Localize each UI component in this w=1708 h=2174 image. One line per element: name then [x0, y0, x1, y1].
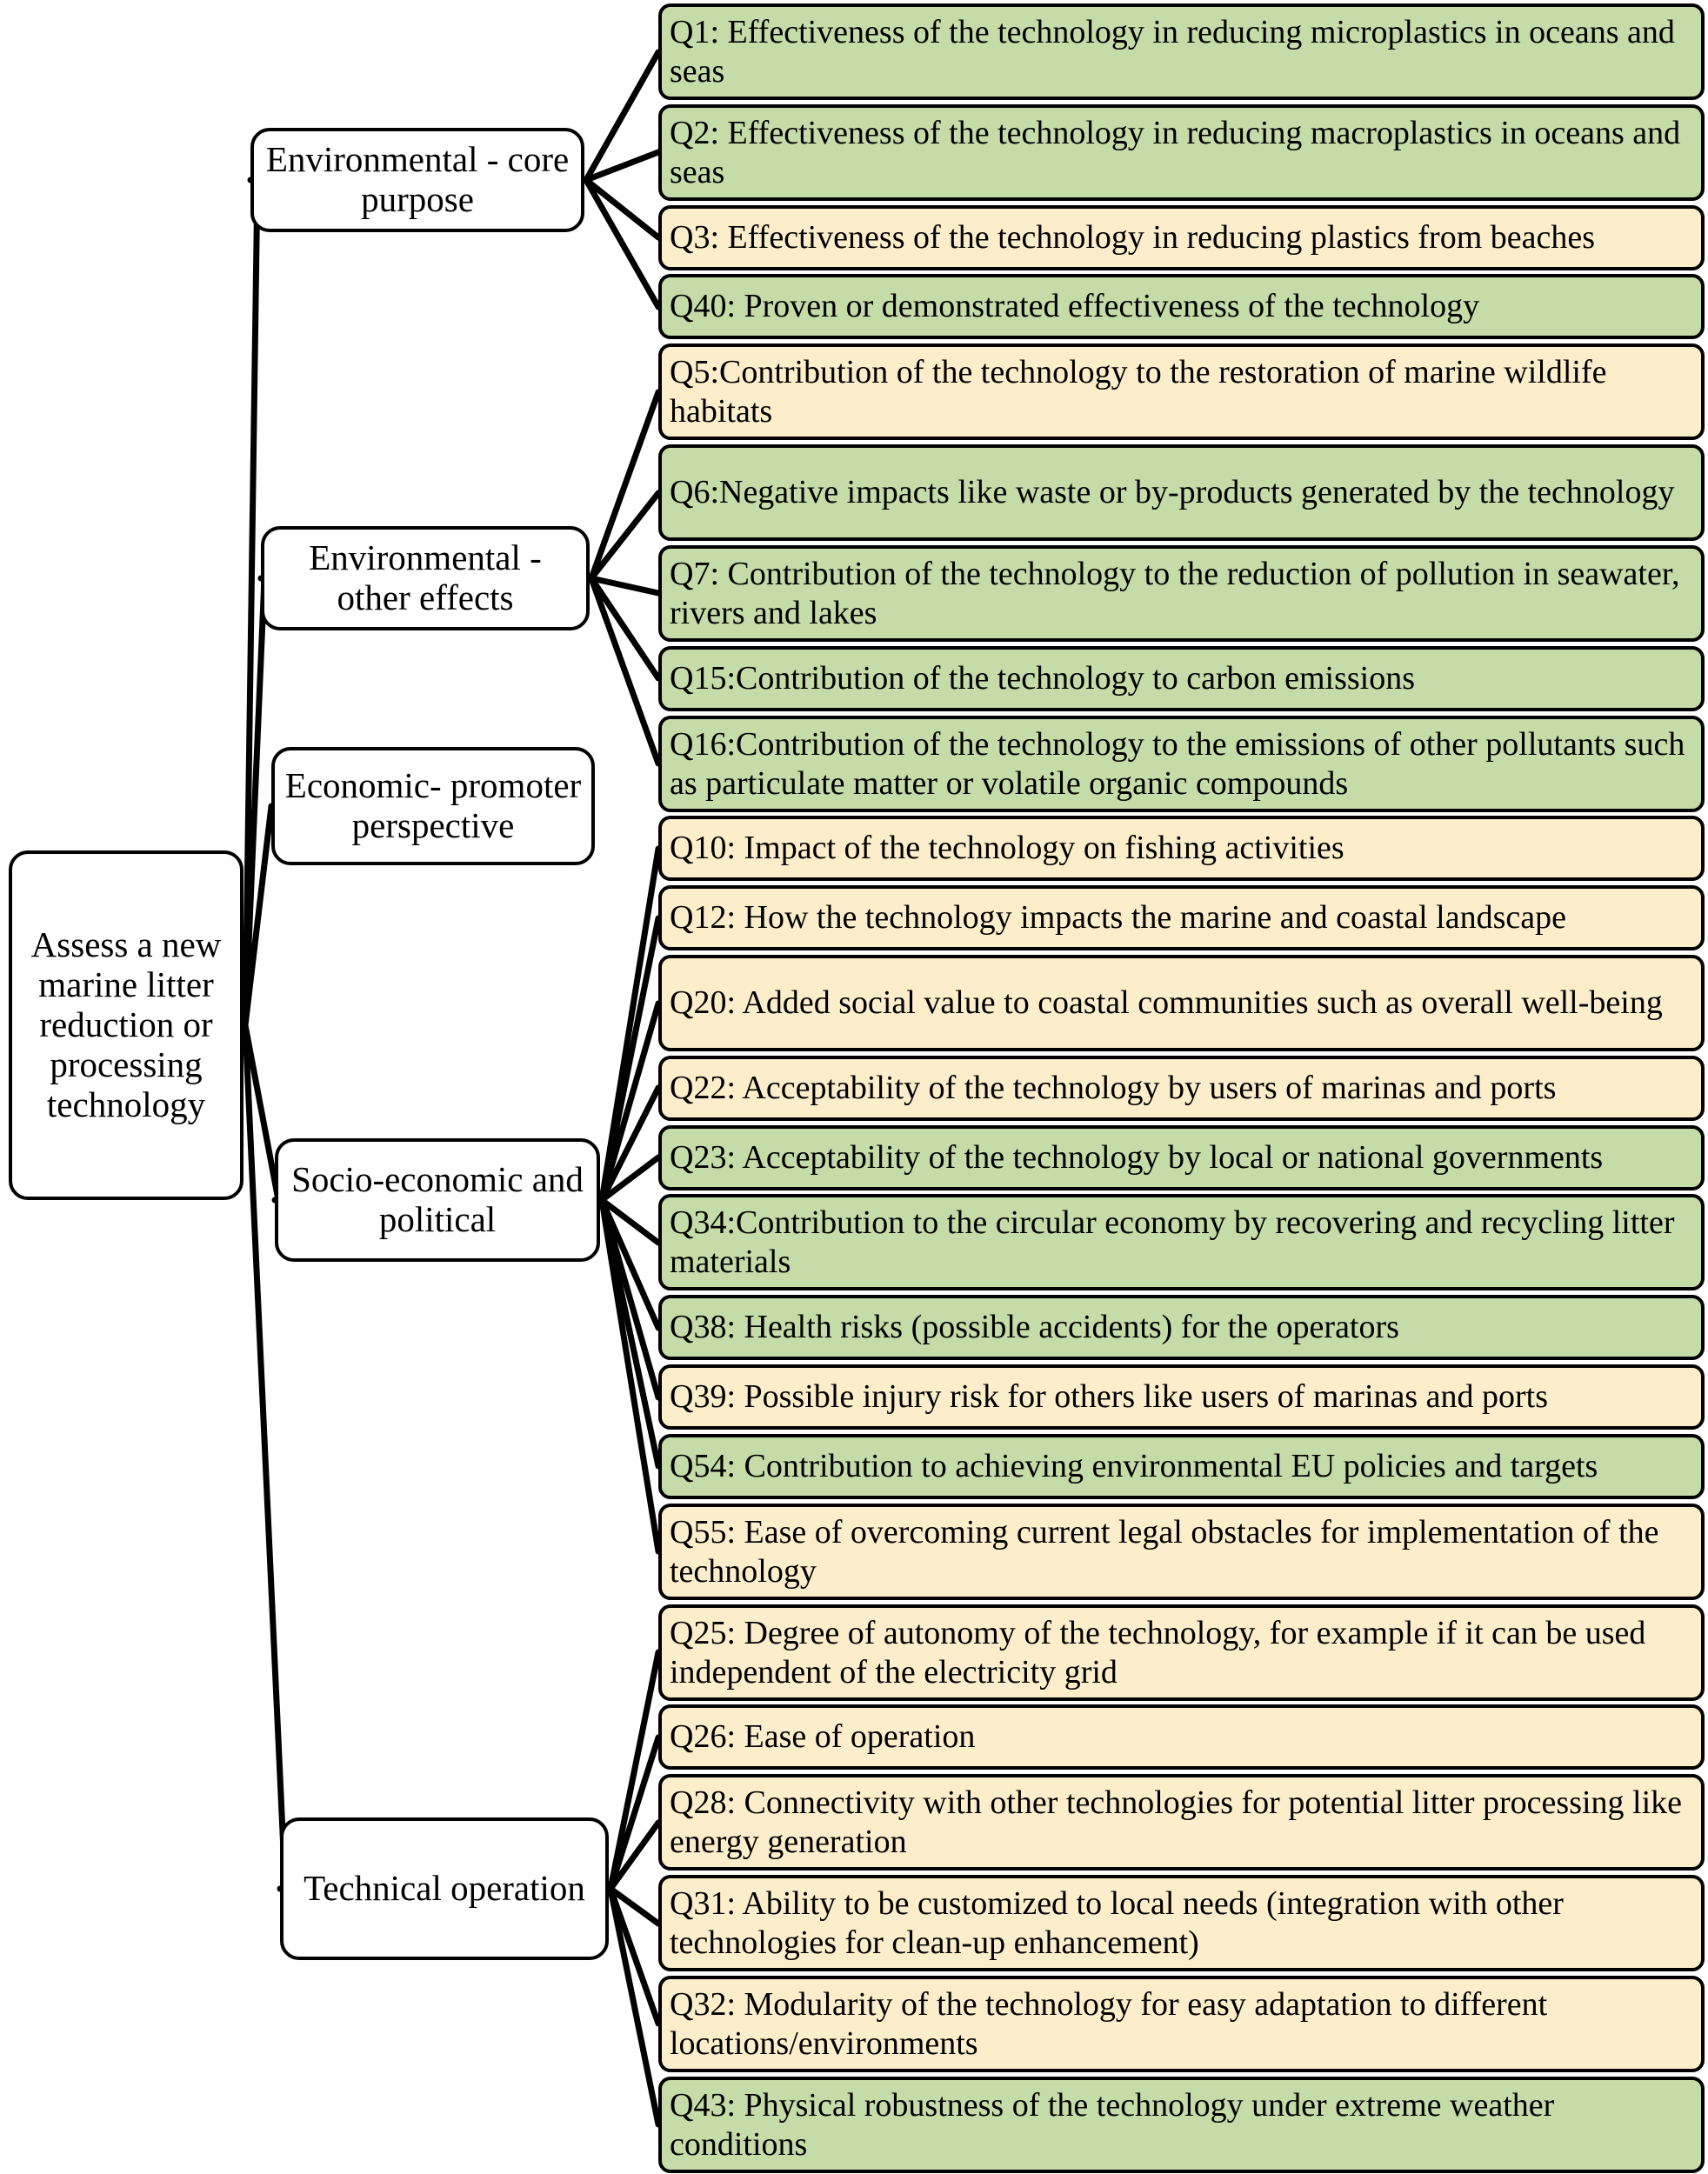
question-label-q1: Q1: Effectiveness of the technology in reducing microplastics in oceans and seas [670, 13, 1675, 90]
edge-cat4-q24 [610, 1889, 658, 2124]
edge-cat1-q7 [591, 578, 658, 678]
edge-cat0-q2 [586, 180, 658, 237]
question-box-q25[interactable] [658, 1604, 1705, 1701]
question-label-q10: Q10: Impact of the technology on fishing activities [670, 830, 1344, 867]
cat-environmental-core-purpose-label: Environmental - core purpose [265, 139, 570, 219]
edge-root-to-cat-3 [245, 1025, 278, 1200]
question-label-q22: Q22: Acceptability of the technology by users of marinas and ports [670, 1070, 1557, 1107]
edge-cat1-q6 [591, 578, 658, 593]
edge-cat0-q3 [586, 180, 658, 307]
question-box-q32[interactable] [658, 1976, 1705, 2072]
question-box-q7[interactable] [658, 545, 1705, 642]
cat-economic-promoter-perspective-label: Economic- promoter perspective [284, 765, 582, 845]
edge-cat4-q20 [610, 1737, 658, 1889]
cat-technical-operation[interactable] [280, 1817, 609, 1960]
edge-cat3-q10 [602, 918, 658, 1200]
question-label-q16: Q16:Contribution of the technology to the emissions of other pollutants such as particulate matter or volatile organic compounds [670, 725, 1685, 802]
question-box-q16[interactable] [658, 716, 1705, 812]
question-label-q15: Q15:Contribution of the technology to carbon emissions [670, 660, 1416, 697]
edge-cat3-q17 [602, 1200, 658, 1466]
question-box-q10[interactable] [658, 816, 1705, 881]
question-box-q39[interactable] [658, 1364, 1705, 1430]
question-label-q39: Q39: Possible injury risk for others like users of marinas and ports [670, 1378, 1549, 1416]
question-box-q6[interactable] [658, 444, 1705, 541]
edge-cat1-q5 [591, 493, 658, 578]
question-label-q54: Q54: Contribution to achieving environmental EU policies and targets [670, 1448, 1598, 1485]
question-box-q5[interactable] [658, 343, 1705, 440]
question-label-q31: Q31: Ability to be customized to local needs (integration with other technologies for clean-up enhancement) [670, 1884, 1564, 1961]
question-box-q22[interactable] [658, 1056, 1705, 1121]
edge-cat4-q22 [610, 1889, 658, 1924]
edge-cat4-q21 [610, 1823, 658, 1889]
question-box-q43[interactable] [658, 2077, 1705, 2173]
edge-cat4-q19 [610, 1652, 658, 1889]
edge-root-to-cat-0 [245, 180, 257, 1025]
cat-environmental-core-purpose[interactable] [250, 128, 584, 232]
question-label-q38: Q38: Health risks (possible accidents) for the operators [670, 1309, 1399, 1346]
question-label-q20: Q20: Added social value to coastal communities such as overall well-being [670, 984, 1663, 1022]
question-box-q15[interactable] [658, 646, 1705, 711]
question-label-q6: Q6:Negative impacts like waste or by-products generated by the technology [670, 474, 1675, 511]
edge-cat3-q15 [602, 1200, 658, 1328]
question-label-q55: Q55: Ease of overcoming current legal obstacles for implementation of the technology [670, 1513, 1659, 1590]
question-label-q3: Q3: Effectiveness of the technology in reducing plastics from beaches [670, 219, 1596, 257]
question-box-q26[interactable] [658, 1704, 1705, 1770]
cat-economic-promoter-perspective[interactable] [271, 747, 595, 865]
edge-cat3-q16 [602, 1200, 658, 1397]
question-box-q12[interactable] [658, 885, 1705, 950]
question-box-q2[interactable] [658, 104, 1705, 201]
question-label-q26: Q26: Ease of operation [670, 1718, 976, 1756]
edge-cat3-q11 [602, 1004, 658, 1200]
question-box-q40[interactable] [658, 274, 1705, 339]
question-label-q23: Q23: Acceptability of the technology by local or national governments [670, 1139, 1604, 1177]
question-label-q34: Q34:Contribution to the circular economy by recovering and recycling litter materials [670, 1204, 1675, 1280]
question-label-q7: Q7: Contribution of the technology to the reduction of pollution in seawater, rivers and lakes [670, 555, 1680, 631]
question-box-q3[interactable] [658, 205, 1705, 270]
question-label-q32: Q32: Modularity of the technology for easy adaptation to different locations/environments [670, 1985, 1548, 2062]
question-label-q12: Q12: How the technology impacts the marine and coastal landscape [670, 899, 1566, 937]
question-box-q55[interactable] [658, 1504, 1705, 1600]
question-label-q40: Q40: Proven or demonstrated effectiveness of the technology [670, 288, 1480, 325]
cat-environmental-other-effects[interactable] [261, 526, 590, 630]
question-label-q5: Q5:Contribution of the technology to the restoration of marine wildlife habitats [670, 353, 1607, 430]
edge-cat3-q14 [602, 1200, 658, 1243]
edge-root-to-cat-2 [245, 806, 271, 1025]
cat-technical-operation-label: Technical operation [304, 1868, 585, 1909]
question-label-q43: Q43: Physical robustness of the technology under extreme weather conditions [670, 2086, 1555, 2163]
question-box-q23[interactable] [658, 1125, 1705, 1190]
question-box-q38[interactable] [658, 1295, 1705, 1360]
edge-cat3-q13 [602, 1157, 658, 1200]
edge-cat4-q23 [610, 1889, 658, 2024]
cat-environmental-other-effects-label: Environmental - other effects [309, 537, 542, 617]
edge-cat3-q9 [602, 849, 658, 1200]
edge-cat3-q18 [602, 1200, 658, 1551]
question-label-q28: Q28: Connectivity with other technologies for potential litter processing like energy generation [670, 1784, 1683, 1860]
edge-root-to-cat-1 [245, 578, 264, 1025]
question-box-q31[interactable] [658, 1875, 1705, 1971]
question-label-q25: Q25: Degree of autonomy of the technology, for example if it can be used independent of the electricity grid [670, 1614, 1646, 1691]
edge-cat1-q4 [591, 392, 658, 578]
edge-cat1-q8 [591, 578, 658, 764]
cat-socio-economic-and-political[interactable] [275, 1138, 600, 1262]
cat-socio-economic-and-political-label: Socio-economic and political [291, 1159, 584, 1239]
edge-cat0-q1 [586, 152, 658, 180]
question-box-q28[interactable] [658, 1774, 1705, 1871]
edge-cat3-q12 [602, 1088, 658, 1200]
question-box-q1[interactable] [658, 3, 1705, 100]
question-box-q54[interactable] [658, 1434, 1705, 1499]
question-box-q34[interactable] [658, 1194, 1705, 1290]
question-label-q2: Q2: Effectiveness of the technology in reducing macroplastics in oceans and seas [670, 114, 1681, 190]
question-box-q20[interactable] [658, 955, 1705, 1051]
root-node[interactable] [9, 850, 244, 1200]
root-node-label: Assess a new marine litter reduction or processing technology [30, 924, 222, 1124]
edge-cat0-q0 [586, 52, 658, 180]
